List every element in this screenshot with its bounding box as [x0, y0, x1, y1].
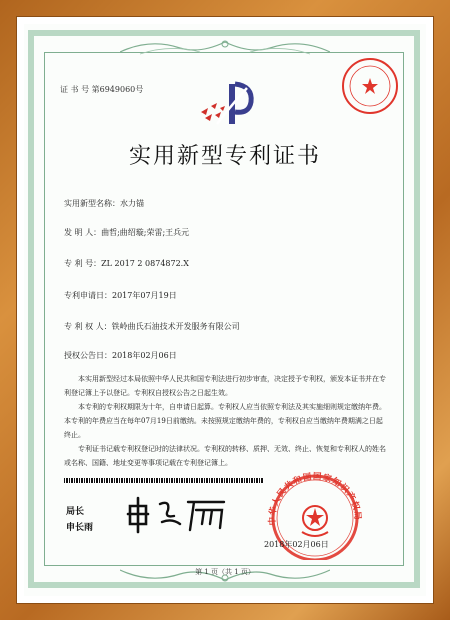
field-value: 2017年07月19日 — [112, 291, 177, 300]
field-inventors — [64, 227, 189, 238]
corner-red-seal — [340, 56, 400, 116]
top-flourish-ornament — [120, 36, 330, 58]
body-paragraph: 本专利的专利权期限为十年，自申请日起算。专利权人应当依照专利法及其实施细则规定缴纳年费。本专利的年费应当在每年07月19日前缴纳。未按照规定缴纳年费的，专利权自应当缴纳年费期满之日起终止。 — [64, 403, 386, 439]
field-patentee — [64, 321, 240, 332]
field-patent-number — [64, 258, 189, 269]
director-signature — [124, 494, 234, 534]
patent-office-logo — [195, 78, 257, 128]
field-label: 实用新型名称： — [64, 199, 120, 208]
field-value: 曲哲;曲绍璇;荣雷;王兵元 — [101, 228, 190, 237]
field-value: 水力锚 — [120, 199, 144, 208]
field-filing-date — [64, 290, 177, 301]
field-label: 专 利 号： — [64, 259, 102, 268]
field-value: 2018年02月06日 — [112, 351, 177, 360]
field-value: 铁岭曲氏石油技术开发服务有限公司 — [111, 322, 240, 331]
field-label: 专 利 权 人： — [64, 322, 112, 331]
page-number: 第 1 页（共 1 页） — [195, 568, 255, 576]
field-label: 授权公告日： — [64, 351, 112, 360]
field-value: ZL 2017 2 0874872.X — [101, 259, 189, 268]
body-paragraph: 本实用新型经过本局依照中华人民共和国专利法进行初步审查，决定授予专利权，颁发本证书并在专利登记簿上予以登记。专利权自授权公告之日起生效。 — [64, 375, 386, 397]
certificate-number: 证 书 号 第6949060号 — [60, 85, 144, 94]
body-paragraph: 专利证书记载专利权登记时的法律状况。专利权的转移、质押、无效、终止、恢复和专利权人的姓名或名称、国籍、地址变更等事项记载在专利登记簿上。 — [64, 445, 386, 467]
certificate-body-text — [64, 372, 386, 470]
barcode — [64, 478, 264, 483]
field-label: 发 明 人： — [64, 228, 102, 237]
seal-date: 2018年02月06日 — [264, 540, 329, 549]
field-grant-date — [64, 350, 177, 361]
director-name: 申长雨 — [66, 523, 94, 533]
certificate-title: 实用新型专利证书 — [128, 144, 321, 169]
director-title: 局长 — [66, 507, 85, 517]
field-utility-model-name — [64, 198, 144, 209]
seal-arc-text: 中华人民共和国国家知识产权局 — [267, 471, 363, 526]
field-label: 专利申请日： — [64, 291, 112, 300]
